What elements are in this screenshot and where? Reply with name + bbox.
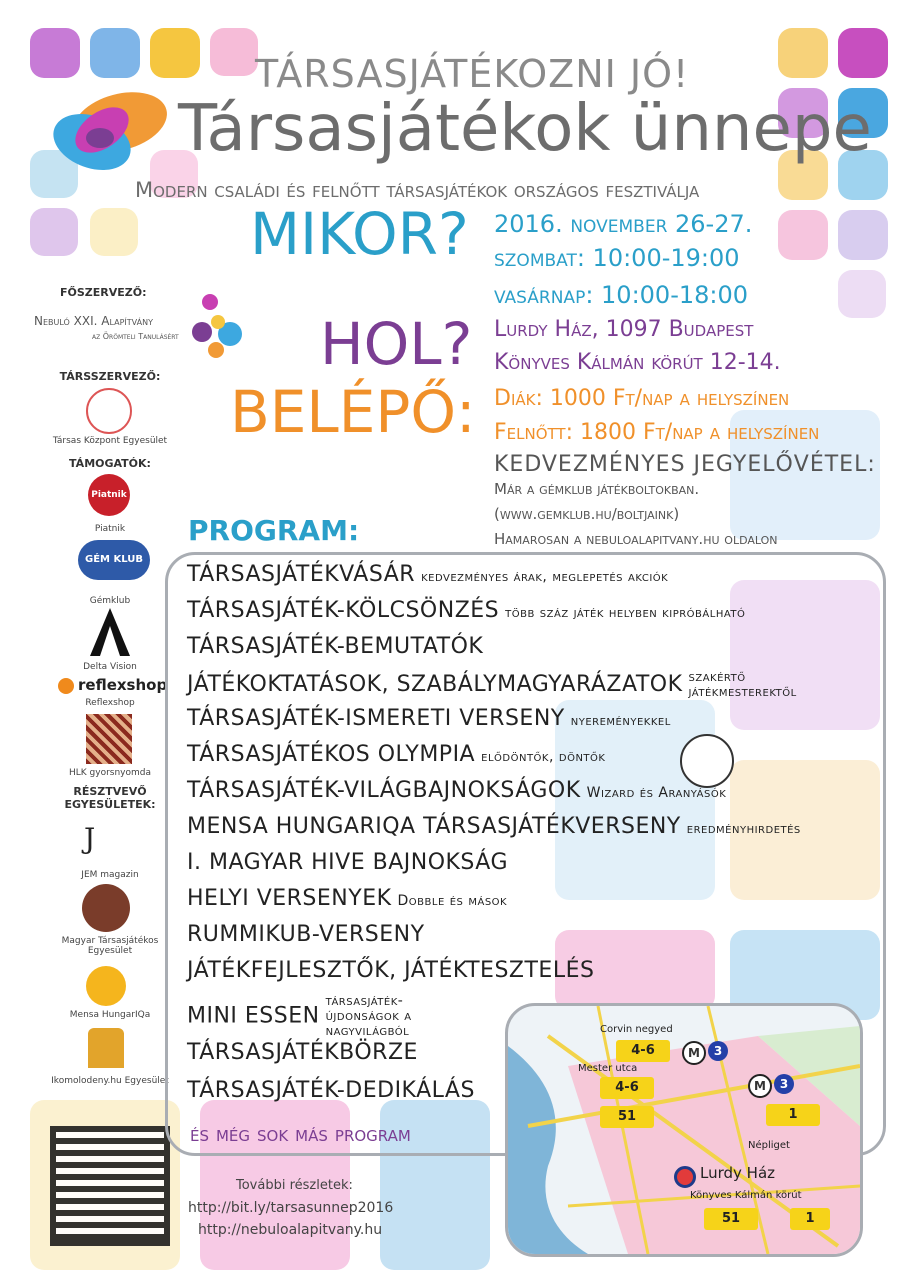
supporter-gemklub: Gémklub bbox=[89, 596, 131, 606]
main-organizer-name: Nebuló XXI. Alapítvány bbox=[34, 314, 153, 328]
program-item: HELYI VERSENYEK Dobble és mások bbox=[187, 886, 508, 911]
page-title: Társasjátékok ünnepe bbox=[178, 92, 872, 166]
venue-line-1: Lurdy Ház, 1097 Budapest bbox=[494, 317, 754, 342]
jem-logo: J bbox=[84, 822, 96, 855]
program-item: TÁRSASJÁTÉKVÁSÁR kedvezményes árak, meglepetés akciók bbox=[187, 562, 669, 587]
program-item: MINI ESSENtársasjáték-újdonságok a nagyvilágból bbox=[187, 993, 412, 1039]
program-item: TÁRSASJÁTÉK-DEDIKÁLÁS bbox=[187, 1078, 475, 1103]
mate-logo bbox=[82, 884, 130, 932]
bus-badge-46: 4-6 bbox=[616, 1040, 670, 1062]
when-heading: MIKOR? bbox=[250, 200, 469, 268]
adult-price: Felnőtt: 1800 Ft/nap a helyszínen bbox=[494, 420, 820, 445]
details-link-2[interactable]: http://nebuloalapitvany.hu bbox=[198, 1222, 383, 1238]
map-label-corvin: Corvin negyed bbox=[600, 1024, 673, 1035]
entry-heading: BELÉPŐ: bbox=[230, 378, 476, 446]
piatnik-logo-text: Piatnik bbox=[91, 490, 127, 500]
program-item: JÁTÉKOKTATÁSOK, SZABÁLYMAGYARÁZATOK szakértő játékmesterektől bbox=[187, 669, 797, 700]
gemklub-logo-text: GÉM KLUB bbox=[85, 554, 143, 565]
gemklub-logo bbox=[78, 540, 150, 580]
mensa-logo bbox=[86, 966, 126, 1006]
bus-badge-51b: 51 bbox=[704, 1208, 758, 1230]
reflexshop-logo bbox=[58, 676, 167, 694]
venue-line-2: Könyves Kálmán körút 12-14. bbox=[494, 350, 781, 375]
venue-map bbox=[505, 1003, 863, 1257]
program-item: TÁRSASJÁTÉKBÖRZE bbox=[187, 1040, 418, 1065]
participant-mensa: Mensa HungarIQa bbox=[69, 1010, 151, 1020]
hlk-qr-logo bbox=[86, 714, 132, 764]
program-item: MENSA HUNGARIQA TÁRSASJÁTÉKVERSENY eredményhirdetés bbox=[187, 814, 801, 839]
reflexshop-logo-text: reflexshop bbox=[78, 676, 168, 694]
co-organizer-heading: TÁRSSZERVEZŐ: bbox=[59, 370, 161, 383]
more-programs: és még sok más program bbox=[190, 1122, 411, 1147]
qr-code bbox=[50, 1126, 170, 1246]
discount-line-1: Már a gémklub játékboltokban. bbox=[494, 480, 700, 498]
tagline: TÁRSASJÁTÉKOZNI JÓ! bbox=[255, 52, 690, 96]
student-price: Diák: 1000 Ft/nap a helyszínen bbox=[494, 386, 790, 411]
metro-line-3-icon: 3 bbox=[708, 1041, 728, 1061]
piatnik-logo bbox=[88, 474, 130, 516]
participants-heading: RÉSZTVEVŐ EGYESÜLETEK: bbox=[64, 785, 156, 811]
supporter-piatnik: Piatnik bbox=[94, 524, 126, 534]
program-item: JÁTÉKFEJLESZTŐK, JÁTÉKTESZTELÉS bbox=[187, 958, 595, 983]
map-label-lurdy: Lurdy Ház bbox=[700, 1164, 776, 1182]
main-organizer-sub: az Örömteli Tanulásért bbox=[92, 332, 179, 341]
saturday-hours: szombat: 10:00-19:00 bbox=[494, 244, 740, 272]
map-label-mester: Mester utca bbox=[578, 1063, 638, 1074]
co-organizer-name: Társas Központ Egyesület bbox=[52, 436, 168, 446]
sunday-hours: vasárnap: 10:00-18:00 bbox=[494, 281, 749, 309]
program-item: TÁRSASJÁTÉK-KÖLCSÖNZÉS több száz játék helyben kipróbálható bbox=[187, 598, 746, 623]
nebulo-logo bbox=[188, 292, 252, 360]
delta-vision-logo bbox=[90, 608, 130, 656]
festival-logo bbox=[40, 80, 170, 190]
program-item: TÁRSASJÁTÉK-VILÁGBAJNOKSÁGOK Wizard és Aranyásók bbox=[187, 778, 727, 803]
program-item: TÁRSASJÁTÉK-ISMERETI VERSENY nyereményekkel bbox=[187, 706, 671, 731]
discount-line-2: (www.gemklub.hu/boltjaink) bbox=[494, 505, 680, 523]
details-heading: További részletek: bbox=[236, 1178, 353, 1193]
bus-badge-51: 51 bbox=[600, 1106, 654, 1128]
program-item: TÁRSASJÁTÉKOS OLYMPIA elődöntők, döntők bbox=[187, 742, 606, 767]
venue-marker-icon bbox=[674, 1166, 696, 1188]
where-heading: HOL? bbox=[320, 310, 473, 378]
program-item: RUMMIKUB-VERSENY bbox=[187, 922, 425, 947]
supporters-heading: TÁMOGATÓK: bbox=[69, 457, 151, 470]
main-organizer-heading: FŐSZERVEZŐ: bbox=[60, 286, 147, 299]
subtitle: Modern családi és felnőtt társasjátékok országos fesztiválja bbox=[135, 178, 700, 202]
bus-badge-1b: 1 bbox=[790, 1208, 830, 1230]
map-label-konyves: Könyves Kálmán körút bbox=[690, 1190, 802, 1201]
metro-icon: M bbox=[682, 1041, 706, 1065]
metro-icon: M bbox=[748, 1074, 772, 1098]
discount-line-3: Hamarosan a nebuloalapitvany.hu oldalon bbox=[494, 530, 778, 548]
bus-badge-1: 1 bbox=[766, 1104, 820, 1126]
bus-badge-46b: 4-6 bbox=[600, 1077, 654, 1099]
tarsas-kozpont-logo bbox=[86, 388, 132, 434]
program-item: I. MAGYAR HIVE BAJNOKSÁG bbox=[187, 850, 509, 875]
discount-heading: KEDVEZMÉNYES JEGYELŐVÉTEL: bbox=[494, 452, 876, 477]
program-heading: PROGRAM: bbox=[188, 514, 360, 547]
participant-ikomolodeny: Ikomolodeny.hu Egyesület bbox=[51, 1076, 169, 1086]
supporter-hlk: HLK gyorsnyomda bbox=[68, 768, 151, 778]
supporter-delta-vision: Delta Vision bbox=[83, 662, 137, 672]
map-label-nepliget: Népliget bbox=[748, 1140, 790, 1151]
participant-mate: Magyar Társasjátékos Egyesület bbox=[61, 936, 159, 956]
metro-line-3-icon: 3 bbox=[774, 1074, 794, 1094]
program-item: TÁRSASJÁTÉK-BEMUTATÓK bbox=[187, 634, 484, 659]
ikomolodeny-logo bbox=[88, 1028, 124, 1068]
supporter-reflexshop: Reflexshop bbox=[85, 698, 135, 708]
event-date: 2016. november 26-27. bbox=[494, 210, 753, 238]
participant-jem: JEM magazin bbox=[81, 870, 139, 880]
details-link-1[interactable]: http://bit.ly/tarsasunnep2016 bbox=[188, 1200, 394, 1216]
